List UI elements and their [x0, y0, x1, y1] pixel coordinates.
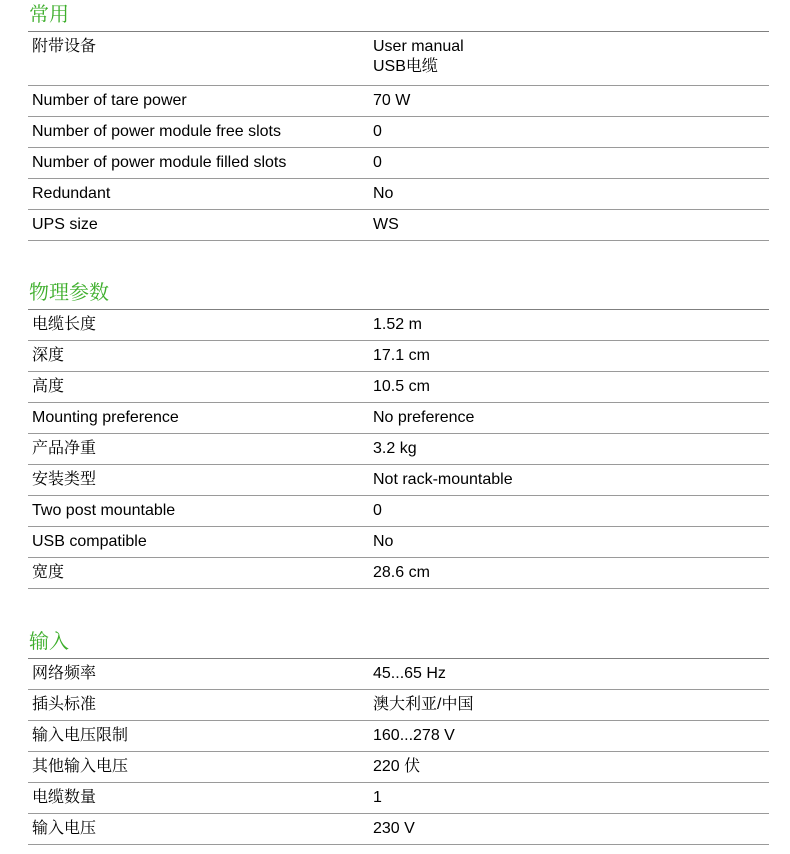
table-row	[28, 558, 769, 589]
row-label: 深度	[32, 347, 65, 364]
section-general	[28, 0, 769, 241]
table-row	[28, 783, 769, 814]
table-row	[28, 814, 769, 845]
row-value: 0	[373, 123, 382, 140]
table-row	[28, 403, 769, 434]
row-value	[373, 32, 769, 85]
row-label: 插头标准	[32, 696, 97, 713]
row-value: 70 W	[373, 92, 411, 109]
table-row	[28, 496, 769, 527]
row-label: USB compatible	[32, 533, 147, 550]
row-label: Mounting preference	[32, 409, 179, 426]
row-label: Number of tare power	[32, 92, 187, 109]
row-label: 输入电压限制	[32, 727, 129, 744]
table-row	[28, 341, 769, 372]
row-value: 10.5 cm	[373, 378, 430, 395]
row-value: Not rack-mountable	[373, 471, 513, 488]
row-label: Redundant	[32, 185, 111, 202]
row-label: 附带设备	[32, 38, 97, 55]
table-row	[28, 117, 769, 148]
row-value-line: User manual	[373, 38, 464, 55]
row-value: 0	[373, 502, 382, 519]
table-row	[28, 179, 769, 210]
row-value-line: USB电缆	[373, 58, 438, 75]
table-row	[28, 434, 769, 465]
row-value: 1	[373, 789, 382, 806]
table-row	[28, 372, 769, 403]
row-value: No preference	[373, 409, 475, 426]
section-title: 常用	[28, 0, 769, 32]
table-row	[28, 310, 769, 341]
row-value: 160...278 V	[373, 727, 455, 744]
row-value: 0	[373, 154, 382, 171]
row-value: 3.2 kg	[373, 440, 417, 457]
row-value: 1.52 m	[373, 316, 422, 333]
row-value: WS	[373, 216, 399, 233]
row-label: 输入电压	[32, 820, 97, 837]
table-row	[28, 465, 769, 496]
row-label: Number of power module filled slots	[32, 154, 287, 171]
section-title: 物理参数	[28, 278, 769, 310]
row-label: 产品净重	[32, 440, 97, 457]
table-row	[28, 721, 769, 752]
section-physical	[28, 278, 769, 589]
row-value: 澳大利亚/中国	[373, 696, 474, 713]
row-label: Number of power module free slots	[32, 123, 281, 140]
table-row	[28, 690, 769, 721]
row-value: 220 伏	[373, 758, 421, 775]
section-title: 输入	[28, 627, 769, 659]
row-label: Two post mountable	[32, 502, 176, 519]
row-label: 电缆长度	[32, 316, 97, 333]
table-row	[28, 659, 769, 690]
row-value: 45...65 Hz	[373, 665, 446, 682]
row-value: 17.1 cm	[373, 347, 430, 364]
row-label: 网络频率	[32, 665, 97, 682]
table-row	[28, 210, 769, 241]
row-label: 宽度	[32, 564, 65, 581]
row-label: 其他输入电压	[32, 758, 129, 775]
table-row	[28, 32, 769, 86]
row-value: 230 V	[373, 820, 415, 837]
table-row	[28, 527, 769, 558]
table-row	[28, 86, 769, 117]
row-value: No	[373, 533, 394, 550]
row-value: No	[373, 185, 394, 202]
row-label: UPS size	[32, 216, 98, 233]
section-input	[28, 627, 769, 845]
row-value: 28.6 cm	[373, 564, 430, 581]
table-row	[28, 752, 769, 783]
row-label: 电缆数量	[32, 789, 97, 806]
row-label: 安装类型	[32, 471, 97, 488]
table-row	[28, 148, 769, 179]
row-label: 高度	[32, 378, 65, 395]
